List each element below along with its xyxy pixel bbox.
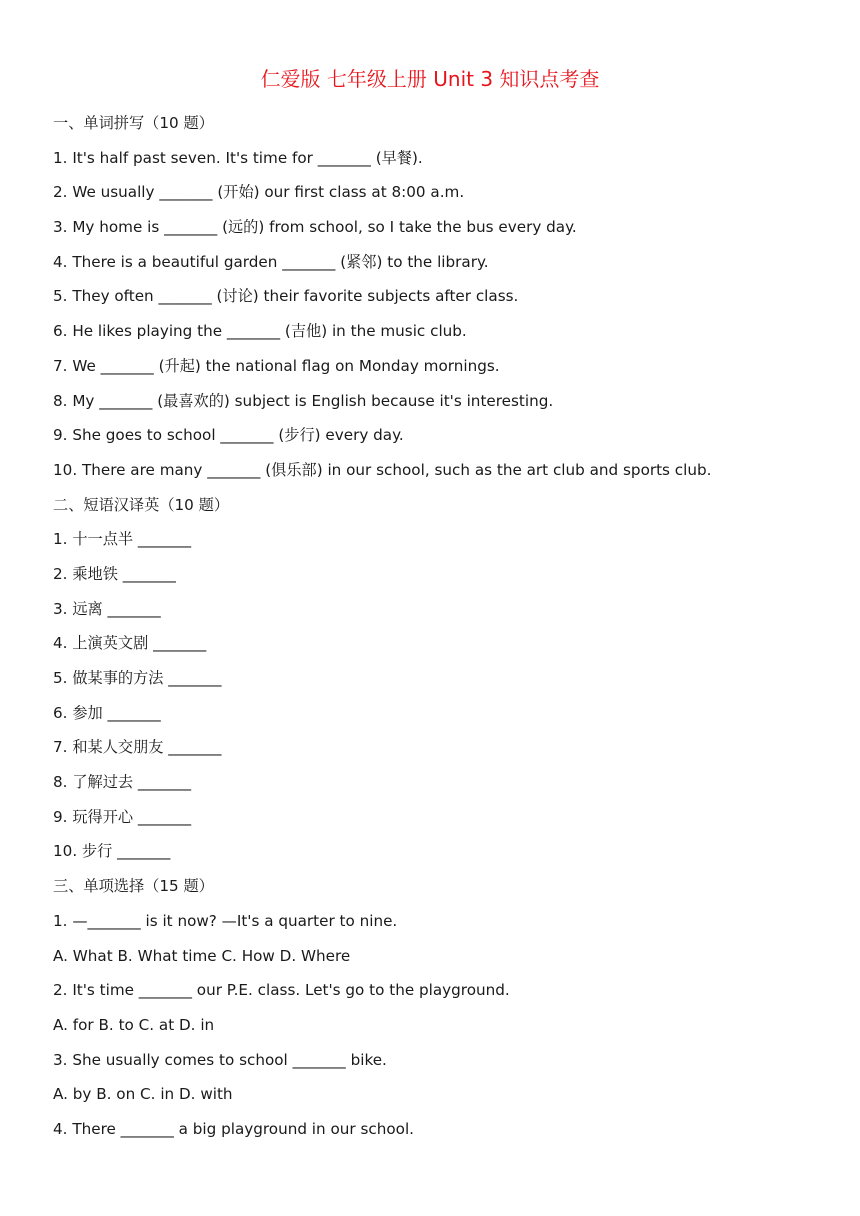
question-line: 9. 玩得开心 _______ bbox=[53, 807, 192, 826]
question-line: 4. There _______ a big playground in our school. bbox=[53, 1119, 414, 1138]
question-line: 3. My home is _______ (远的) from school, so I take the bus every day. bbox=[53, 218, 577, 237]
question-line: 2. We usually _______ (开始) our first class at 8:00 a.m. bbox=[53, 183, 465, 202]
options-line: A. What B. What time C. How D. Where bbox=[53, 946, 351, 965]
options-line: A. for B. to C. at D. in bbox=[53, 1015, 215, 1034]
options-line: A. by B. on C. in D. with bbox=[53, 1085, 233, 1104]
section-heading-translation: 二、短语汉译英（10 题） bbox=[53, 495, 230, 514]
document-title: 仁爱版 七年级上册 Unit 3 知识点考查 bbox=[260, 67, 600, 91]
question-line: 6. He likes playing the _______ (吉他) in the music club. bbox=[53, 322, 467, 341]
question-line: 3. 远离 _______ bbox=[53, 599, 161, 618]
section-heading-choice: 三、单项选择（15 题） bbox=[53, 877, 214, 896]
question-line: 9. She goes to school _______ (步行) every day. bbox=[53, 426, 404, 445]
question-line: 8. My _______ (最喜欢的) subject is English because it's interesting. bbox=[53, 391, 554, 410]
question-line: 2. 乘地铁 _______ bbox=[53, 564, 176, 583]
section-heading-spelling: 一、单词拼写（10 题） bbox=[53, 114, 214, 132]
question-line: 5. They often _______ (讨论) their favorite subjects after class. bbox=[53, 287, 519, 306]
question-line: 2. It's time _______ our P.E. class. Let's go to the playground. bbox=[53, 981, 510, 1000]
question-line: 1. 十一点半 _______ bbox=[53, 530, 192, 549]
question-line: 8. 了解过去 _______ bbox=[53, 773, 192, 792]
question-line: 4. 上演英文剧 _______ bbox=[53, 634, 207, 653]
document-body bbox=[53, 108, 833, 1149]
question-line: 10. There are many _______ (俱乐部) in our school, such as the art club and sports club. bbox=[53, 460, 712, 479]
question-line: 4. There is a beautiful garden _______ (紧邻) to the library. bbox=[53, 252, 489, 271]
question-line: 7. We _______ (升起) the national flag on Monday mornings. bbox=[53, 356, 500, 375]
question-line: 10. 步行 _______ bbox=[53, 842, 171, 861]
question-line: 1. It's half past seven. It's time for _______ (早餐). bbox=[53, 148, 423, 167]
question-line: 5. 做某事的方法 _______ bbox=[53, 669, 222, 687]
question-line: 7. 和某人交朋友 _______ bbox=[53, 738, 222, 757]
question-line: 3. She usually comes to school _______ bike. bbox=[53, 1050, 387, 1069]
question-line: 1. —_______ is it now? —It's a quarter to nine. bbox=[53, 911, 398, 930]
question-line: 6. 参加 _______ bbox=[53, 703, 161, 722]
